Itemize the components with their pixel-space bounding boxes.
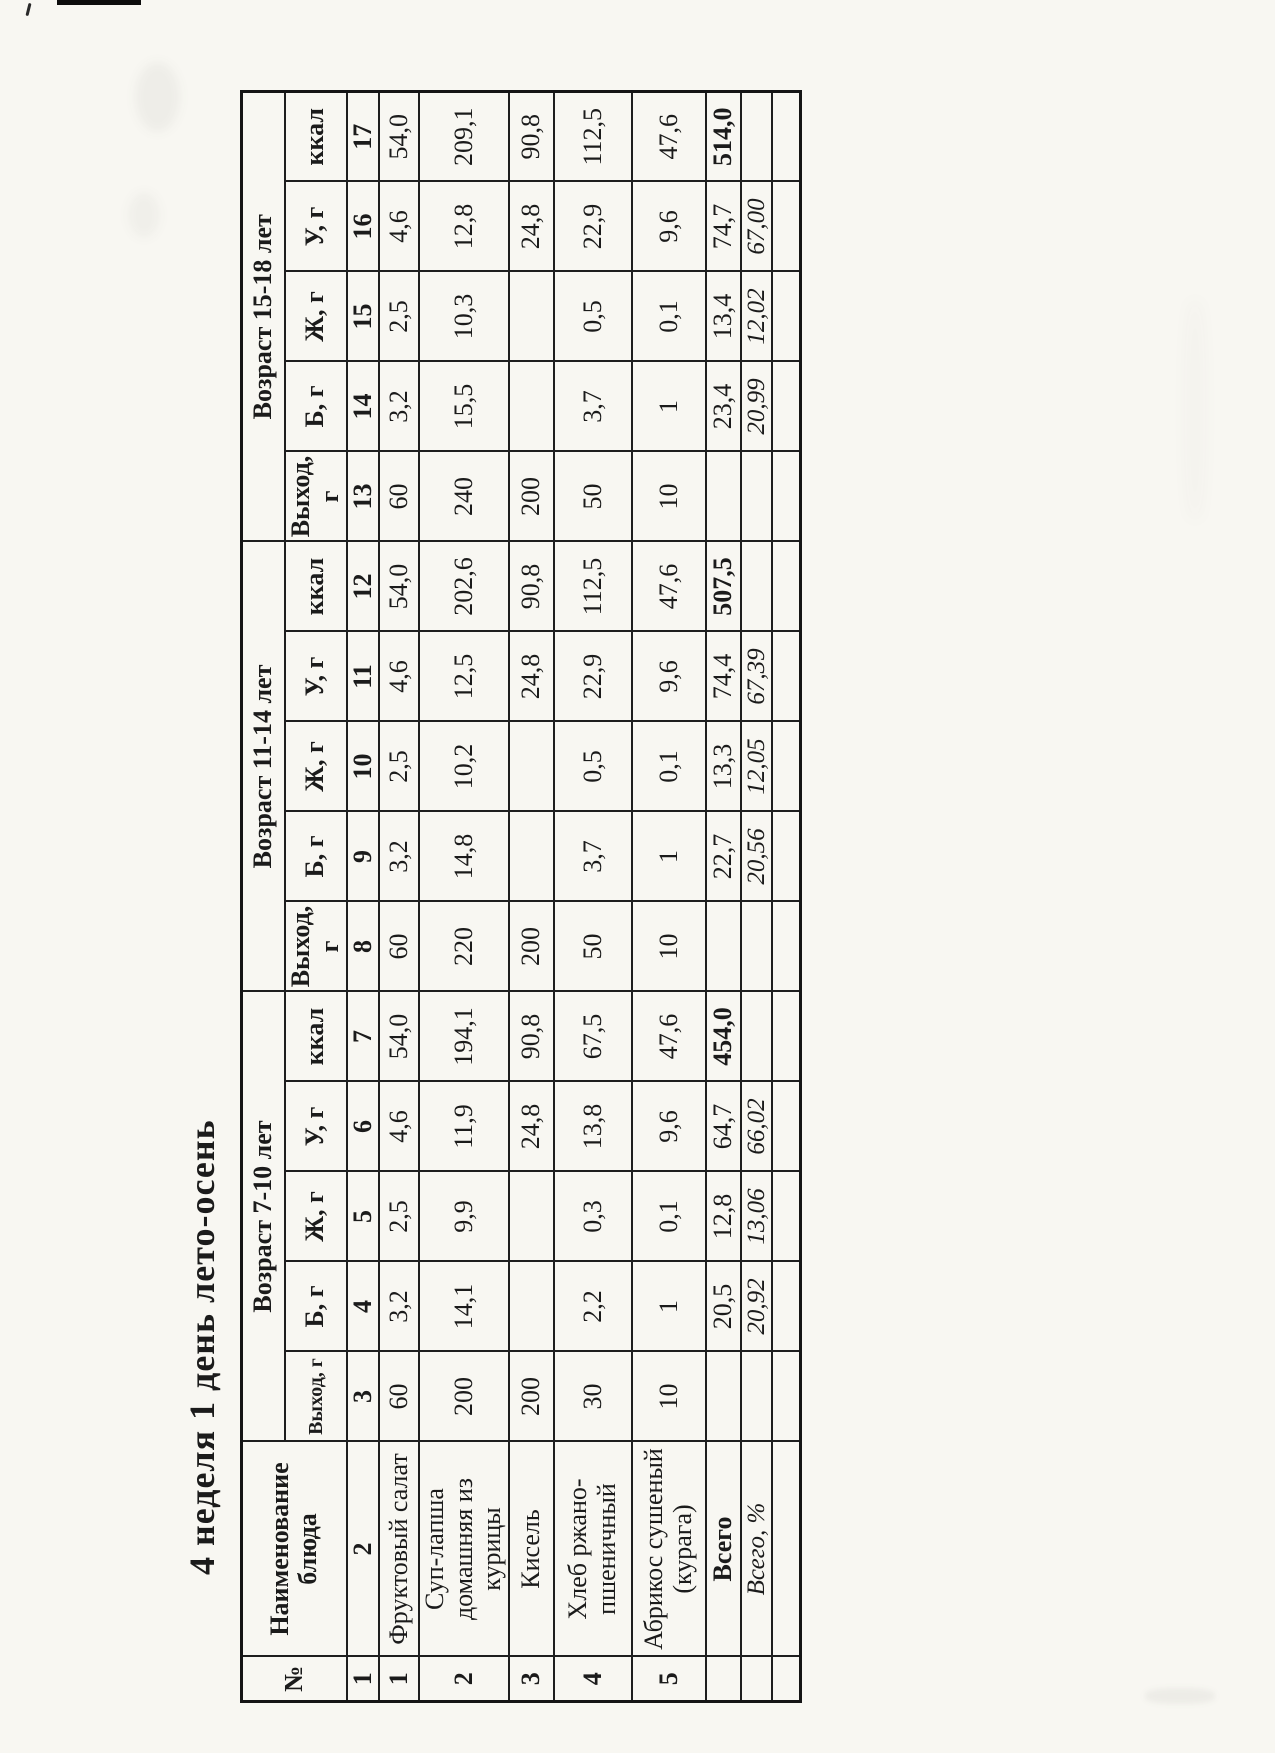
value-cell: 12,8 <box>706 1172 741 1262</box>
row-number-cell <box>772 1657 800 1702</box>
table-row <box>509 92 554 1702</box>
value-cell: 22,9 <box>554 182 632 272</box>
value-cell: 47,6 <box>632 92 706 182</box>
colnum: 6 <box>347 1082 380 1172</box>
value-cell: 220 <box>419 902 509 992</box>
value-cell <box>509 722 554 812</box>
colnum: 16 <box>347 182 380 272</box>
subcol-vyhod-1: Выход, г <box>285 1352 347 1442</box>
value-cell: 60 <box>379 1352 419 1442</box>
value-cell: 13,06 <box>741 1172 773 1262</box>
colnum: 2 <box>347 1442 380 1657</box>
header-row-column-numbers <box>347 92 380 1702</box>
subcol-kcal-1: ккал <box>285 992 347 1082</box>
value-cell <box>772 632 800 722</box>
dish-name-cell: Фруктовый салат <box>379 1442 419 1657</box>
value-cell <box>772 542 800 632</box>
table-row <box>632 92 706 1702</box>
value-cell <box>509 362 554 452</box>
value-cell: 54,0 <box>379 542 419 632</box>
value-cell: 30 <box>554 1352 632 1442</box>
subcol-b-2: Б, г <box>285 812 347 902</box>
col-header-dish-name: Наименование блюда <box>242 1442 347 1657</box>
table-row <box>741 92 773 1702</box>
value-cell <box>509 1262 554 1352</box>
value-cell: 20,99 <box>741 362 773 452</box>
value-cell <box>772 452 800 542</box>
value-cell: 24,8 <box>509 632 554 722</box>
colnum: 10 <box>347 722 380 812</box>
value-cell: 240 <box>419 452 509 542</box>
value-cell: 54,0 <box>379 92 419 182</box>
colnum: 17 <box>347 92 380 182</box>
value-cell: 9,6 <box>632 632 706 722</box>
dish-name-cell <box>772 1442 800 1657</box>
dish-name-cell: Всего, % <box>741 1442 773 1657</box>
value-cell: 10 <box>632 902 706 992</box>
value-cell <box>772 272 800 362</box>
value-cell: 47,6 <box>632 992 706 1082</box>
subcol-zh-1: Ж, г <box>285 1172 347 1262</box>
table-row <box>419 92 509 1702</box>
value-cell <box>741 542 773 632</box>
value-cell: 9,9 <box>419 1172 509 1262</box>
value-cell <box>772 1172 800 1262</box>
colnum: 11 <box>347 632 380 722</box>
value-cell: 2,5 <box>379 272 419 362</box>
value-cell: 3,7 <box>554 362 632 452</box>
col-header-age-15-18: Возраст 15-18 лет <box>242 92 285 542</box>
dish-name-cell: Хлеб ржано-пшеничный <box>554 1442 632 1657</box>
value-cell: 4,6 <box>379 1082 419 1172</box>
value-cell <box>772 1262 800 1352</box>
value-cell: 4,6 <box>379 632 419 722</box>
colnum: 1 <box>347 1657 380 1702</box>
value-cell: 10 <box>632 452 706 542</box>
menu-table <box>240 90 802 1703</box>
value-cell: 50 <box>554 452 632 542</box>
row-number-cell: 2 <box>419 1657 509 1702</box>
value-cell <box>772 902 800 992</box>
value-cell: 200 <box>509 452 554 542</box>
subcol-kcal-2: ккал <box>285 542 347 632</box>
subcol-b-3: Б, г <box>285 362 347 452</box>
colnum: 13 <box>347 452 380 542</box>
value-cell: 514,0 <box>706 92 741 182</box>
value-cell: 1 <box>632 812 706 902</box>
value-cell: 60 <box>379 902 419 992</box>
value-cell: 66,02 <box>741 1082 773 1172</box>
value-cell <box>706 1352 741 1442</box>
table-row <box>554 92 632 1702</box>
value-cell <box>741 992 773 1082</box>
value-cell <box>741 1352 773 1442</box>
subcol-u-3: У, г <box>285 182 347 272</box>
value-cell: 1 <box>632 362 706 452</box>
value-cell <box>772 722 800 812</box>
dish-name-cell: Суп-лапша домашняя из курицы <box>419 1442 509 1657</box>
value-cell <box>772 362 800 452</box>
value-cell: 194,1 <box>419 992 509 1082</box>
value-cell: 12,02 <box>741 272 773 362</box>
table-row <box>706 92 741 1702</box>
value-cell: 202,6 <box>419 542 509 632</box>
value-cell: 112,5 <box>554 92 632 182</box>
value-cell <box>706 452 741 542</box>
value-cell <box>772 992 800 1082</box>
colnum: 15 <box>347 272 380 362</box>
value-cell: 200 <box>509 902 554 992</box>
row-number-cell <box>706 1657 741 1702</box>
value-cell: 67,5 <box>554 992 632 1082</box>
value-cell: 0,3 <box>554 1172 632 1262</box>
value-cell: 67,39 <box>741 632 773 722</box>
value-cell: 507,5 <box>706 542 741 632</box>
value-cell: 20,92 <box>741 1262 773 1352</box>
value-cell: 13,3 <box>706 722 741 812</box>
value-cell: 3,2 <box>379 1262 419 1352</box>
value-cell: 11,9 <box>419 1082 509 1172</box>
value-cell: 20,56 <box>741 812 773 902</box>
value-cell: 14,8 <box>419 812 509 902</box>
value-cell: 12,05 <box>741 722 773 812</box>
value-cell: 200 <box>509 1352 554 1442</box>
subcol-zh-3: Ж, г <box>285 272 347 362</box>
row-number-cell: 1 <box>379 1657 419 1702</box>
subcol-kcal-3: ккал <box>285 92 347 182</box>
value-cell: 0,5 <box>554 272 632 362</box>
value-cell: 2,2 <box>554 1262 632 1352</box>
value-cell: 0,1 <box>632 272 706 362</box>
subcol-u-2: У, г <box>285 632 347 722</box>
value-cell <box>509 812 554 902</box>
value-cell: 50 <box>554 902 632 992</box>
value-cell: 4,6 <box>379 182 419 272</box>
value-cell: 454,0 <box>706 992 741 1082</box>
value-cell: 12,5 <box>419 632 509 722</box>
value-cell: 67,00 <box>741 182 773 272</box>
value-cell <box>741 92 773 182</box>
value-cell: 22,9 <box>554 632 632 722</box>
value-cell: 13,8 <box>554 1082 632 1172</box>
value-cell <box>772 812 800 902</box>
value-cell <box>772 182 800 272</box>
value-cell <box>741 902 773 992</box>
colnum: 4 <box>347 1262 380 1352</box>
value-cell: 10,2 <box>419 722 509 812</box>
value-cell: 3,2 <box>379 812 419 902</box>
header-row-age-groups <box>242 92 285 1702</box>
colnum: 5 <box>347 1172 380 1262</box>
table-row <box>379 92 419 1702</box>
value-cell: 9,6 <box>632 1082 706 1172</box>
value-cell: 15,5 <box>419 362 509 452</box>
table-body <box>379 92 800 1702</box>
value-cell: 14,1 <box>419 1262 509 1352</box>
value-cell: 209,1 <box>419 92 509 182</box>
value-cell: 74,7 <box>706 182 741 272</box>
value-cell: 9,6 <box>632 182 706 272</box>
value-cell: 112,5 <box>554 542 632 632</box>
value-cell: 90,8 <box>509 92 554 182</box>
value-cell: 22,7 <box>706 812 741 902</box>
value-cell: 2,5 <box>379 722 419 812</box>
dish-name-cell: Абрикос сушеный (курага) <box>632 1442 706 1657</box>
subcol-vyhod-2: Выход, г <box>285 902 347 992</box>
value-cell: 74,4 <box>706 632 741 722</box>
subcol-vyhod-3: Выход, г <box>285 452 347 542</box>
colnum: 8 <box>347 902 380 992</box>
page-title: 4 неделя 1 день лето-осень <box>182 1119 222 1575</box>
value-cell: 0,5 <box>554 722 632 812</box>
row-number-cell: 4 <box>554 1657 632 1702</box>
value-cell: 90,8 <box>509 992 554 1082</box>
value-cell <box>706 902 741 992</box>
value-cell: 0,1 <box>632 722 706 812</box>
value-cell: 24,8 <box>509 1082 554 1172</box>
value-cell: 90,8 <box>509 542 554 632</box>
value-cell: 10,3 <box>419 272 509 362</box>
colnum: 9 <box>347 812 380 902</box>
colnum: 12 <box>347 542 380 632</box>
subcol-u-1: У, г <box>285 1082 347 1172</box>
dish-name-cell: Кисель <box>509 1442 554 1657</box>
dish-name-cell: Всего <box>706 1442 741 1657</box>
value-cell: 54,0 <box>379 992 419 1082</box>
value-cell: 13,4 <box>706 272 741 362</box>
value-cell: 2,5 <box>379 1172 419 1262</box>
value-cell: 10 <box>632 1352 706 1442</box>
value-cell <box>772 92 800 182</box>
row-number-cell: 3 <box>509 1657 554 1702</box>
value-cell: 64,7 <box>706 1082 741 1172</box>
col-header-num: № <box>242 1657 347 1702</box>
colnum: 7 <box>347 992 380 1082</box>
col-header-age-7-10: Возраст 7-10 лет <box>242 992 285 1442</box>
value-cell: 12,8 <box>419 182 509 272</box>
col-header-age-11-14: Возраст 11-14 лет <box>242 542 285 992</box>
value-cell: 3,7 <box>554 812 632 902</box>
subcol-zh-2: Ж, г <box>285 722 347 812</box>
value-cell: 20,5 <box>706 1262 741 1352</box>
value-cell: 1 <box>632 1262 706 1352</box>
value-cell: 47,6 <box>632 542 706 632</box>
colnum: 3 <box>347 1352 380 1442</box>
value-cell: 200 <box>419 1352 509 1442</box>
value-cell: 3,2 <box>379 362 419 452</box>
row-number-cell <box>741 1657 773 1702</box>
value-cell <box>772 1352 800 1442</box>
value-cell <box>509 272 554 362</box>
value-cell: 60 <box>379 452 419 542</box>
subcol-b-1: Б, г <box>285 1262 347 1352</box>
value-cell <box>741 452 773 542</box>
value-cell <box>772 1082 800 1172</box>
table-row <box>772 92 800 1702</box>
colnum: 14 <box>347 362 380 452</box>
value-cell <box>509 1172 554 1262</box>
value-cell: 24,8 <box>509 182 554 272</box>
value-cell: 23,4 <box>706 362 741 452</box>
value-cell: 0,1 <box>632 1172 706 1262</box>
row-number-cell: 5 <box>632 1657 706 1702</box>
